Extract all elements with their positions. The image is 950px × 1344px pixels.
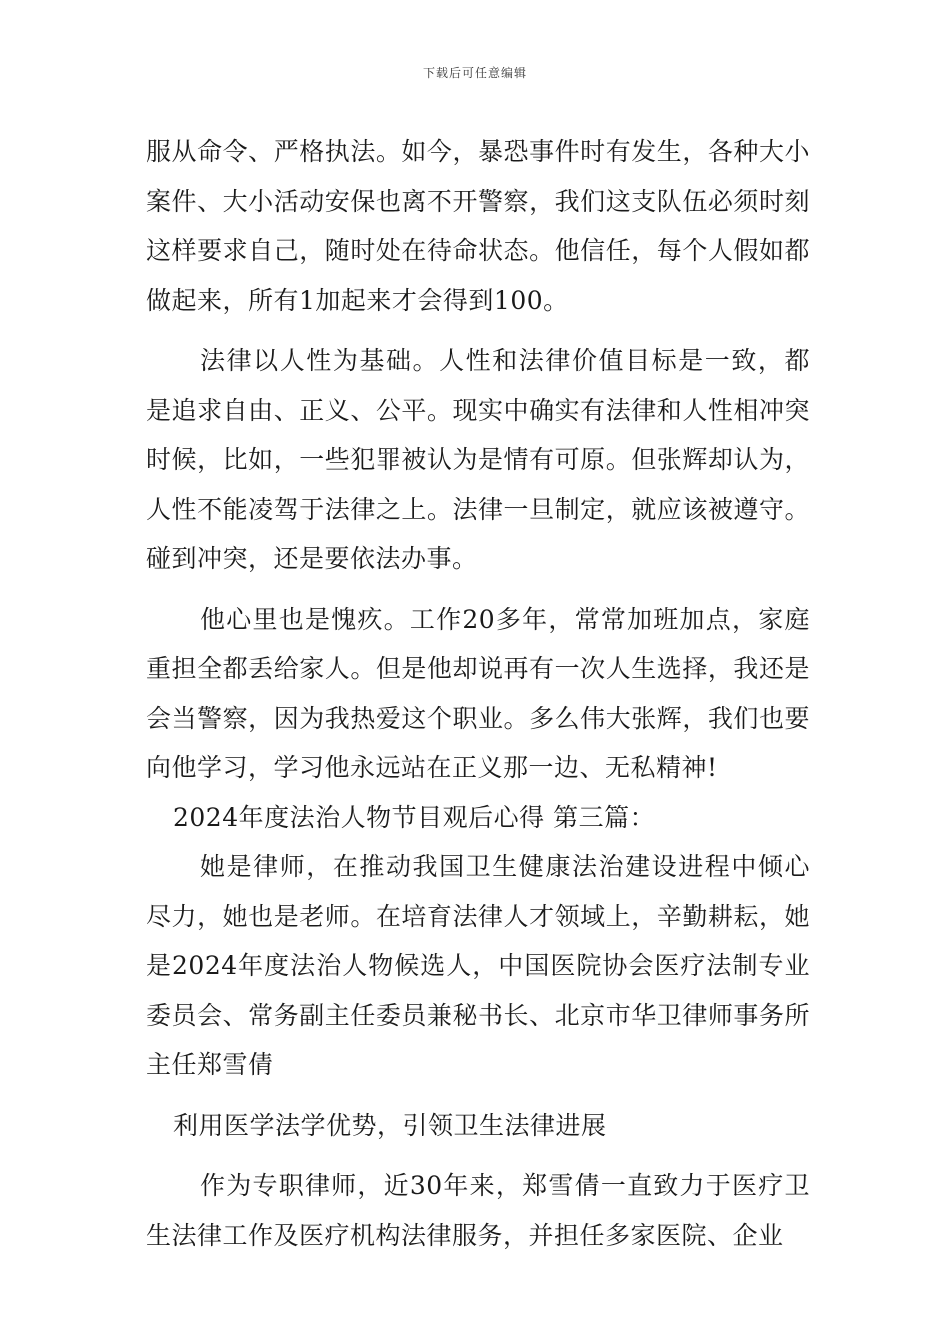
subheading: 利用医学法学优势，引领卫生法律进展 — [173, 1110, 607, 1140]
paragraph-1: 服从命令、严格执法。如今，暴恐事件时有发生，各种大小案件、大小活动安保也离不开警察，我们这支队伍必须时刻这样要求自己，随时处在待命状态。他信任，每个人假如都做起来，所有1加起来才会得到100。 — [146, 137, 810, 315]
paragraph-4: 她是律师，在推动我国卫生健康法治建设进程中倾心尽力，她也是老师。在培育法律人才领域上，辛勤耕耘，她是2024年度法治人物候选人，中国医院协会医疗法制专业委员会、常务副主任委员兼秘书长、北京市华卫律师事务所主任郑雪倩 — [146, 852, 810, 1079]
paragraph-2: 法律以人性为基础。人性和法律价值目标是一致，都是追求自由、正义、公平。现实中确实有法律和人性相冲突时候，比如，一些犯罪被认为是情有可原。但张辉却认为，人性不能凌驾于法律之上。法律一旦制定，就应该被遵守。碰到冲突，还是要依法办事。 — [146, 346, 810, 573]
paragraph-5: 作为专职律师，近30年来，郑雪倩一直致力于医疗卫生法律工作及医疗机构法律服务，并担任多家医院、企业 — [146, 1171, 810, 1250]
page-header-note: 下载后可任意编辑 — [422, 66, 527, 80]
section-heading: 2024年度法治人物节目观后心得 第三篇： — [173, 802, 656, 832]
document-body — [146, 127, 810, 1260]
paragraph-3: 他心里也是愧疚。工作20多年，常常加班加点，家庭重担全都丢给家人。但是他却说再有一次人生选择，我还是会当警察，因为我热爱这个职业。多么伟大张辉，我们也要向他学习，学习他永远站在正义那一边、无私精神! — [146, 604, 810, 782]
